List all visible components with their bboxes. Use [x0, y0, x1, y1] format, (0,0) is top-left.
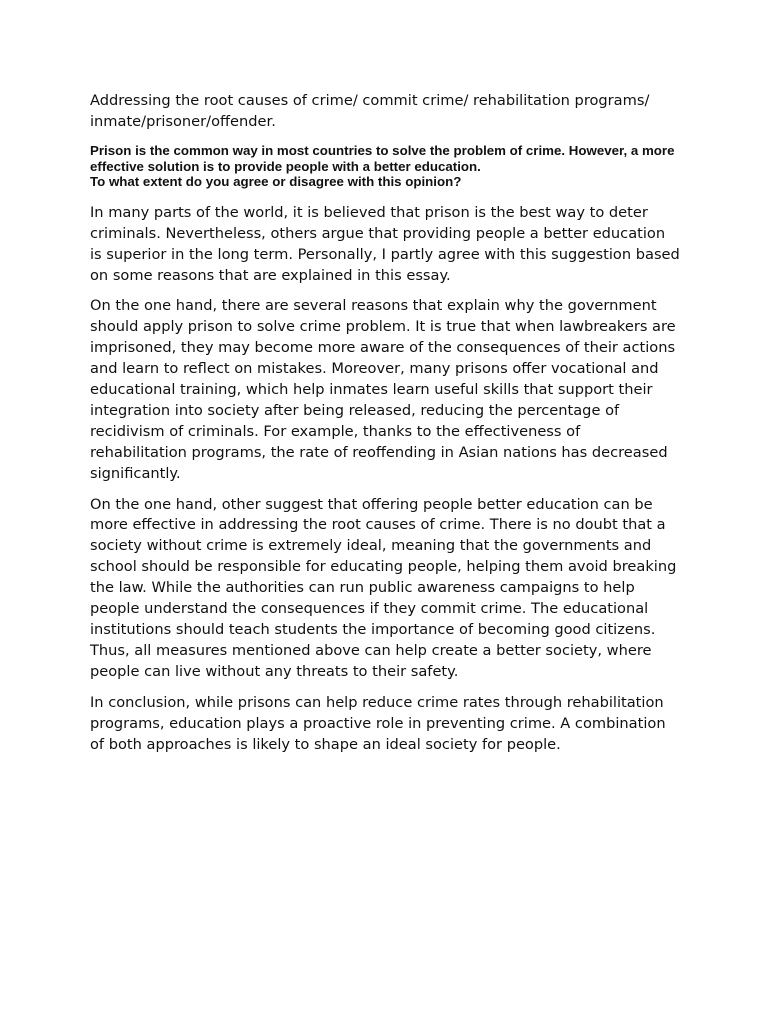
paragraph-introduction: In many parts of the world, it is believed that prison is the best way to deter criminals. Nevertheless, others argue that providing people a better education is superior in the long term. Personally, I partly agree with this suggestion based on some reasons that are explained in this essay. — [90, 203, 680, 284]
paragraph-conclusion: In conclusion, while prisons can help reduce crime rates through rehabilitation programs, education plays a proactive role in preventing crime. A combination of both approaches is likely to shape an ideal society for people. — [90, 693, 666, 753]
prompt-question: To what extent do you agree or disagree with this opinion? — [90, 174, 462, 190]
prompt-statement: Prison is the common way in most countries to solve the problem of crime. However, a more effective solution is to provide people with a better education. — [90, 143, 675, 174]
paragraph-body-education: On the one hand, other suggest that offering people better education can be more effective in addressing the root causes of crime. There is no doubt that a society without crime is extremely ideal, meaning that the governments and school should be responsible for educating people, helping them avoid breaking the law. While the authorities can run public awareness campaigns to help people understand the consequences if they commit crime. The educational institutions should teach students the importance of becoming good citizens. Thus, all measures mentioned above can help create a better society, where people can live without any threats to their safety. — [90, 495, 677, 680]
essay-prompt — [90, 143, 680, 190]
topic-heading: Addressing the root causes of crime/ commit crime/ rehabilitation programs/ inmate/prisoner/offender. — [90, 92, 650, 130]
document-page — [90, 90, 680, 765]
paragraph-body-prison: On the one hand, there are several reasons that explain why the government should apply prison to solve crime problem. It is true that when lawbreakers are imprisoned, they may become more aware of the consequences of their actions and learn to reflect on mistakes. Moreover, many prisons offer vocational and educational training, which help inmates learn useful skills that support their integration into society after being released, reducing the percentage of recidivism of criminals. For example, thanks to the effectiveness of rehabilitation programs, the rate of reoffending in Asian nations has decreased significantly. — [90, 297, 676, 482]
